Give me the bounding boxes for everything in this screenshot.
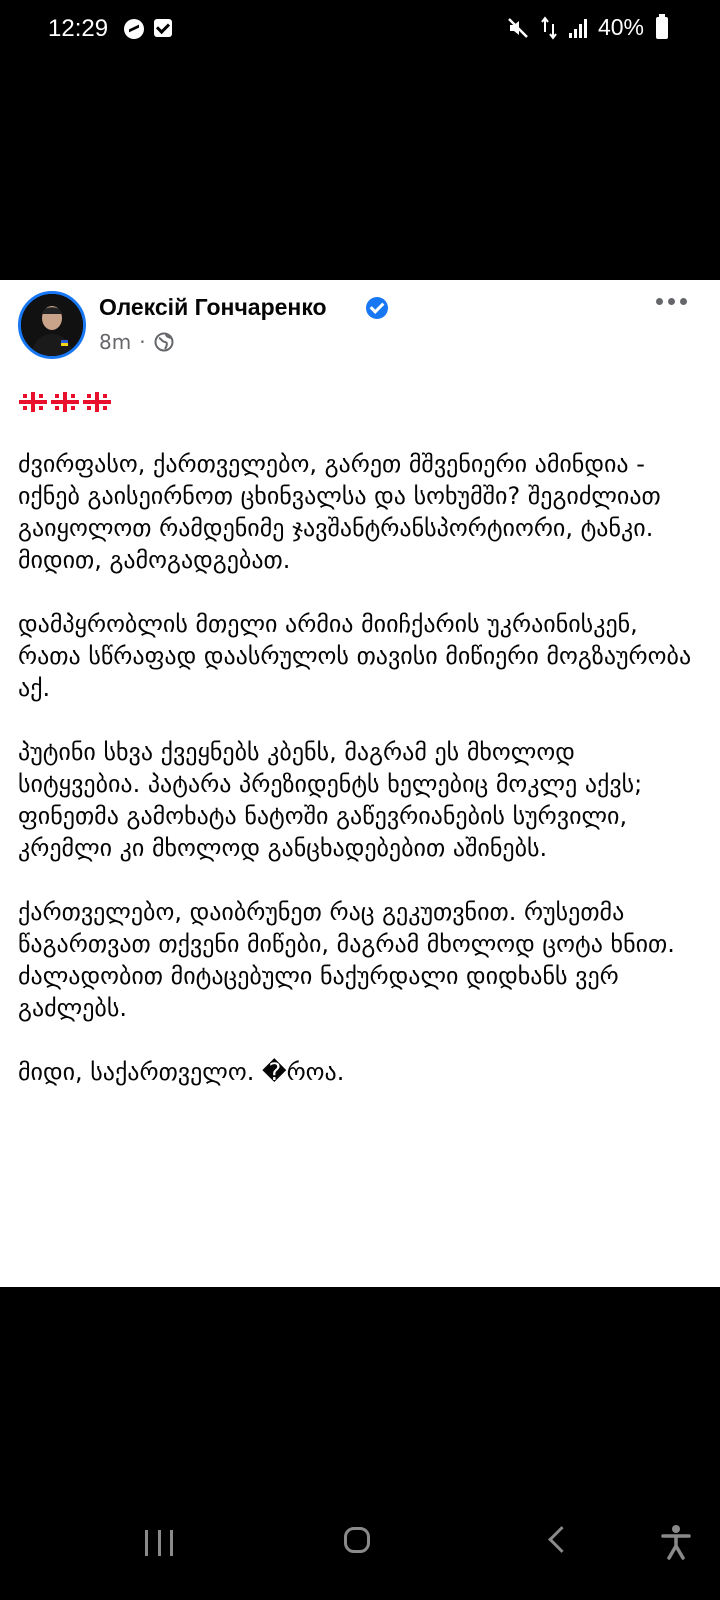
- globe-icon: [154, 332, 174, 352]
- post-paragraph: მიდი, საქართველო. �როა.: [18, 1058, 345, 1086]
- georgia-flag-icon: [51, 392, 79, 412]
- georgia-flag-icon: [19, 392, 47, 412]
- meta-separator: ·: [139, 330, 146, 354]
- mute-icon: [506, 16, 530, 40]
- status-bar: [0, 0, 720, 60]
- post-paragraph: ძვირფასო, ქართველებო, გარეთ მშვენიერი ამინდია - იქნებ გაისეირნოთ ცხინვალსა და სოხუმში? შეგიძლიათ გაიყოლოთ რამდენიმე ჯავშანტრანსპორტიორი, ტანკი. მიდით, გამოგადგებათ.: [18, 450, 661, 574]
- signal-icon: [568, 17, 588, 39]
- flag-emojis: [19, 392, 111, 412]
- status-time: 12:29: [48, 15, 109, 42]
- post-meta: [99, 330, 174, 354]
- system-icons: [506, 14, 668, 41]
- recent-apps-icon[interactable]: [145, 1530, 173, 1556]
- avatar[interactable]: [18, 291, 86, 359]
- georgia-flag-icon: [83, 392, 111, 412]
- navigation-bar: [0, 1500, 720, 1600]
- home-icon[interactable]: [344, 1527, 370, 1553]
- post-paragraph: დამპყრობლის მთელი არმია მიიჩქარის უკრაინისკენ, რათა სწრაფად დაასრულოს თავისი მიწიერი მოგზაურობა აქ.: [18, 610, 692, 702]
- back-icon[interactable]: [548, 1526, 575, 1553]
- battery-icon: [656, 17, 668, 39]
- battery-percent: 40%: [597, 14, 644, 40]
- verified-icon: [366, 297, 388, 319]
- post-time[interactable]: 8m: [99, 330, 132, 354]
- post-body: [18, 448, 698, 1120]
- data-icon: [540, 16, 558, 40]
- accessibility-icon[interactable]: [660, 1524, 692, 1560]
- notification-icons: [124, 19, 172, 39]
- author-name[interactable]: Олексій Гончаренко: [99, 294, 327, 320]
- more-options-icon[interactable]: [656, 294, 690, 308]
- messenger-icon: [124, 19, 144, 39]
- post-card: [0, 280, 720, 1287]
- check-icon: [154, 19, 172, 37]
- post-paragraph: ქართველებო, დაიბრუნეთ რაც გეკუთვნით. რუსეთმა წაგართვათ თქვენი მიწები, მაგრამ მხოლოდ ცოტა ხნით. ძალადობით მიტაცებული ნაქურდალი დიდხანს ვერ გაძლებს.: [18, 898, 675, 1022]
- post-paragraph: პუტინი სხვა ქვეყნებს კბენს, მაგრამ ეს მხოლოდ სიტყვებია. პატარა პრეზიდენტს ხელებიც მოკლე აქვს; ფინეთმა გამოხატა ნატოში გაწევრიანების სურვილი, კრემლი კი მხოლოდ განცხადებებით აშინებს.: [18, 738, 643, 862]
